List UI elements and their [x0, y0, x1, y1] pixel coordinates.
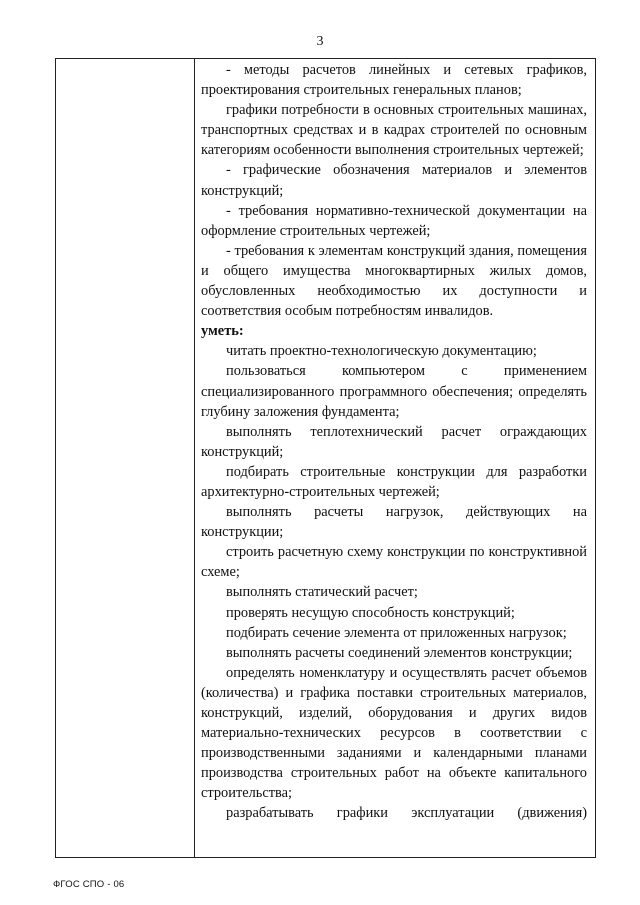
section-heading: уметь: — [201, 323, 244, 340]
page-number: 3 — [316, 34, 324, 49]
content-paragraph: читать проектно-технологическую документацию; — [226, 343, 537, 360]
content-paragraph: подбирать сечение элемента от приложенных нагрузок; — [226, 624, 567, 641]
content-paragraph: пользоваться компьютером с применением специализированного программного обеспечения; определять глубину заложения фундамента; — [201, 363, 587, 420]
content-paragraph: выполнять статический расчет; — [226, 584, 418, 601]
table-content — [201, 60, 587, 824]
content-paragraph: выполнять расчеты нагрузок, действующих на конструкции; — [201, 504, 587, 541]
footer-label: ФГОС СПО - 06 — [53, 879, 125, 890]
content-paragraph: - графические обозначения материалов и элементов конструкций; — [201, 162, 587, 199]
content-paragraph: проверять несущую способность конструкций; — [226, 604, 515, 621]
content-paragraph: разрабатывать графики эксплуатации (движения) — [226, 805, 587, 822]
content-paragraph: определять номенклатуру и осуществлять расчет объемов (количества) и графика поставки строительных материалов, конструкций, изделий, оборудования и других видов материально-технических ресурсов в соответствии с производственными заданиями и календарными планами производства строительных работ на объекте капитального строительства; — [201, 664, 587, 802]
content-paragraph: графики потребности в основных строительных машинах, транспортных средствах и в кадрах строителей по основным категориям особенности выполнения строительных чертежей; — [201, 102, 587, 159]
content-paragraph: - требования нормативно-технической документации на оформление строительных чертежей; — [201, 202, 587, 239]
content-paragraph: - методы расчетов линейных и сетевых графиков, проектирования строительных генеральных планов; — [201, 62, 587, 99]
content-paragraph: выполнять теплотехнический расчет ограждающих конструкций; — [201, 423, 587, 460]
content-paragraph: подбирать строительные конструкции для разработки архитектурно-строительных чертежей; — [201, 463, 587, 500]
column-divider — [194, 59, 195, 857]
content-paragraph: строить расчетную схему конструкции по конструктивной схеме; — [201, 544, 587, 581]
content-paragraph: выполнять расчеты соединений элементов конструкции; — [226, 644, 573, 661]
content-paragraph: - требования к элементам конструкций здания, помещения и общего имущества многоквартирных жилых домов, обусловленных необходимостью их доступности и соответствия особым потребностям инвалидов. — [201, 242, 587, 320]
